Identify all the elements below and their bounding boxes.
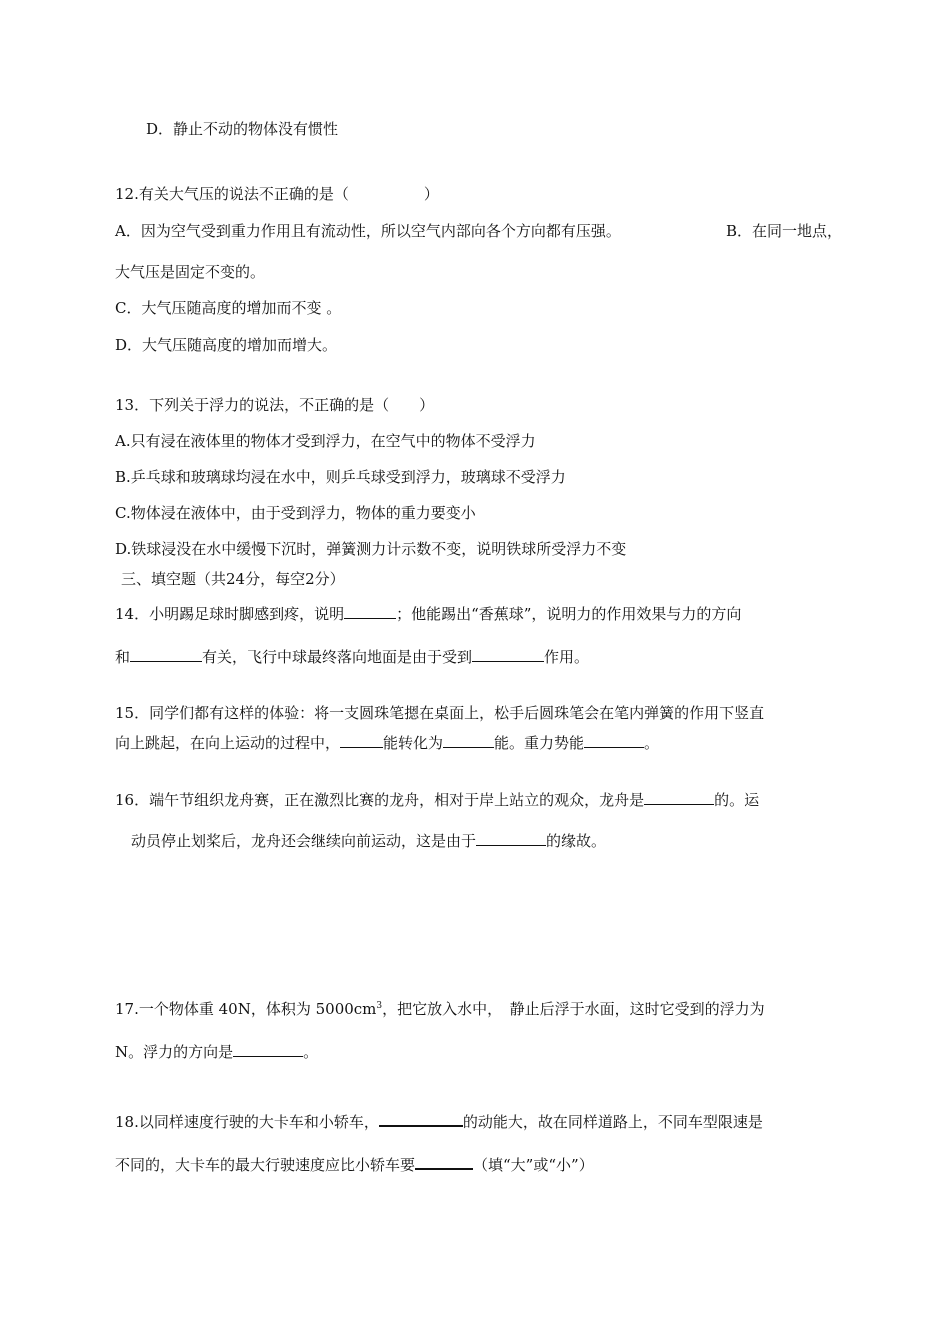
q15-line-1: 15．同学们都有这样的体验：将一支圆珠笔摁在桌面上，松手后圆珠笔会在笔内弹簧的作用下竖直 [115, 704, 765, 722]
answer-blank[interactable] [443, 732, 494, 748]
q17-text: 。 [303, 1043, 319, 1061]
q18-text: 不同的，大卡车的最大行驶速度应比小轿车要 [115, 1156, 416, 1174]
q12-stem: 12.有关大气压的说法不正确的是（ ） [115, 185, 439, 203]
section-heading: 三、填空题（共24分，每空2分） [121, 570, 345, 588]
q13-stem: 13．下列关于浮力的说法，不正确的是（ ） [115, 396, 435, 414]
q16-text: 动员停止划桨后，龙舟还会继续向前运动，这是由于 [131, 832, 477, 850]
q17-line-1 [115, 999, 765, 1019]
q17-line-2 [115, 1041, 318, 1062]
q14-text: 和 [115, 648, 131, 666]
q12-option-b-continued: 大气压是固定不变的。 [115, 263, 266, 281]
superscript: 3 [376, 1001, 383, 1011]
q13-option-b: B.乒乓球和玻璃球均浸在水中，则乒乓球受到浮力，玻璃球不受浮力 [115, 468, 566, 486]
q17-text: ，把它放入水中， 静止后浮于水面，这时它受到的浮力为 [382, 1000, 765, 1018]
q11-option-d: D．静止不动的物体没有惯性 [146, 120, 339, 138]
answer-blank[interactable] [379, 1110, 463, 1127]
q16-text: 16．端午节组织龙舟赛，正在激烈比赛的龙舟，相对于岸上站立的观众，龙舟是 [115, 791, 645, 809]
q16-line-1 [115, 789, 759, 810]
answer-blank[interactable] [584, 732, 644, 748]
q14-line-1 [115, 603, 741, 624]
q15-line-2 [115, 732, 659, 753]
q13-option-c: C.物体浸在液体中，由于受到浮力，物体的重力要变小 [115, 504, 476, 522]
q18-text: 的动能大，故在同样道路上，不同车型限速是 [462, 1113, 763, 1131]
q12-option-c: C．大气压随高度的增加而不变 。 [115, 299, 342, 317]
q13-option-d: D.铁球浸没在水中缓慢下沉时，弹簧测力计示数不变，说明铁球所受浮力不变 [115, 540, 627, 558]
q13-option-a: A.只有浸在液体里的物体才受到浮力，在空气中的物体不受浮力 [115, 432, 536, 450]
answer-blank[interactable] [415, 1153, 473, 1170]
answer-blank[interactable] [644, 789, 714, 805]
q12-option-d: D．大气压随高度的增加而增大。 [115, 336, 338, 354]
q18-line-1 [115, 1110, 763, 1132]
q14-text: 14．小明踢足球时脚感到疼，说明 [115, 605, 345, 623]
q16-text: 的。运 [714, 791, 760, 809]
q15-text: 向上跳起，在向上运动的过程中， [115, 734, 341, 752]
q17-text: 17.一个物体重 40N，体积为 5000cm [115, 1000, 377, 1018]
q12-option-a: A．因为空气受到重力作用且有流动性，所以空气内部向各个方向都有压强。 [115, 222, 621, 240]
q18-line-2 [115, 1153, 594, 1175]
q18-text: （填“大”或“小”） [473, 1156, 594, 1174]
q18-text: 18.以同样速度行驶的大卡车和小轿车， [115, 1113, 379, 1131]
answer-blank[interactable] [472, 646, 544, 662]
answer-blank[interactable] [476, 830, 546, 846]
q14-text: 有关，飞行中球最终落向地面是由于受到 [202, 648, 473, 666]
q14-text: 作用。 [544, 648, 590, 666]
q17-text: N。浮力的方向是 [115, 1043, 234, 1061]
q14-text: ；他能踢出“香蕉球”，说明力的作用效果与力的方向 [396, 605, 742, 623]
answer-blank[interactable] [344, 603, 396, 619]
q15-text: 能转化为 [383, 734, 444, 752]
q14-line-2 [115, 646, 589, 667]
answer-blank[interactable] [233, 1041, 303, 1057]
q16-line-2 [131, 830, 606, 851]
q16-text: 的缘故。 [546, 832, 607, 850]
q15-text: 能。重力势能 [494, 734, 585, 752]
q12-option-b: B．在同一地点， [726, 222, 843, 240]
answer-blank[interactable] [340, 732, 383, 748]
q15-text: 。 [644, 734, 660, 752]
answer-blank[interactable] [130, 646, 202, 662]
